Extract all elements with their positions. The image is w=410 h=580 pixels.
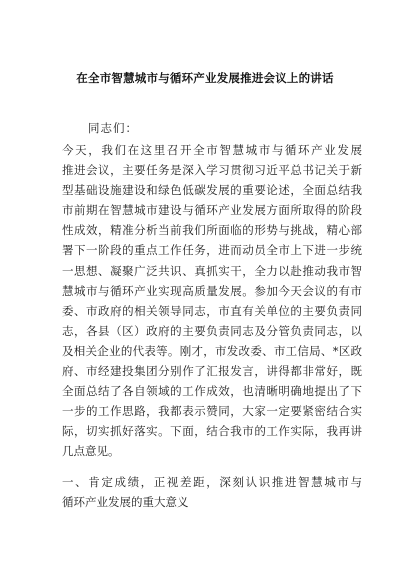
- text-line: 推进会议，主要任务是深入学习贯彻习近平总书记关于新: [62, 163, 362, 178]
- salutation: 同志们：: [88, 121, 138, 135]
- text-line: 一思想、凝聚广泛共识、真抓实干，全力以赴推动我市智: [62, 263, 362, 278]
- heading-line: 一、肯定成绩，正视差距，深刻认识推进智慧城市与: [62, 474, 362, 489]
- text-line: 几点意见。: [62, 444, 120, 459]
- text-line: 今天，我们在这里召开全市智慧城市与循环产业发展: [62, 143, 362, 157]
- text-line: 及相关企业的代表等。刚才，市发改委、市工信局、*区政: [62, 343, 362, 358]
- document-body: [62, 140, 362, 512]
- text-line: 委、市政府的相关领导同志，市直有关单位的主要负责同: [62, 303, 362, 318]
- text-line: 全面总结了各自领域的工作成效，也清晰明确地提出了下: [62, 384, 362, 399]
- text-line: 市前期在智慧城市建设与循环产业发展方面所取得的阶段: [62, 203, 362, 218]
- text-line: 型基础设施建设和绿色低碳发展的重要论述，全面总结我: [62, 183, 362, 198]
- heading-line: 循环产业发展的重大意义: [62, 494, 189, 509]
- text-line: 一步的工作思路，我都表示赞同，大家一定要紧密结合实: [62, 404, 362, 419]
- paragraph-opening: [62, 140, 362, 462]
- text-line: 志，各县（区）政府的主要负责同志及分管负责同志，以: [62, 323, 362, 338]
- text-line: 署下一阶段的重点工作任务，进而动员全市上下进一步统: [62, 243, 362, 258]
- text-line: 性成效，精准分析当前我们所面临的形势与挑战，精心部: [62, 223, 362, 238]
- paragraph-gap: [62, 462, 362, 472]
- text-line: 慧城市与循环产业实现高质量发展。参加今天会议的有市: [62, 283, 362, 298]
- text-line: 府、市经建投集团分别作了汇报发言，讲得都非常好，既: [62, 364, 362, 379]
- text-line: 际，切实抓好落实。下面，结合我市的工作实际，我再讲: [62, 424, 362, 439]
- section-heading-1: [62, 472, 362, 512]
- document-title: 在全市智慧城市与循环产业发展推进会议上的讲话: [76, 71, 334, 85]
